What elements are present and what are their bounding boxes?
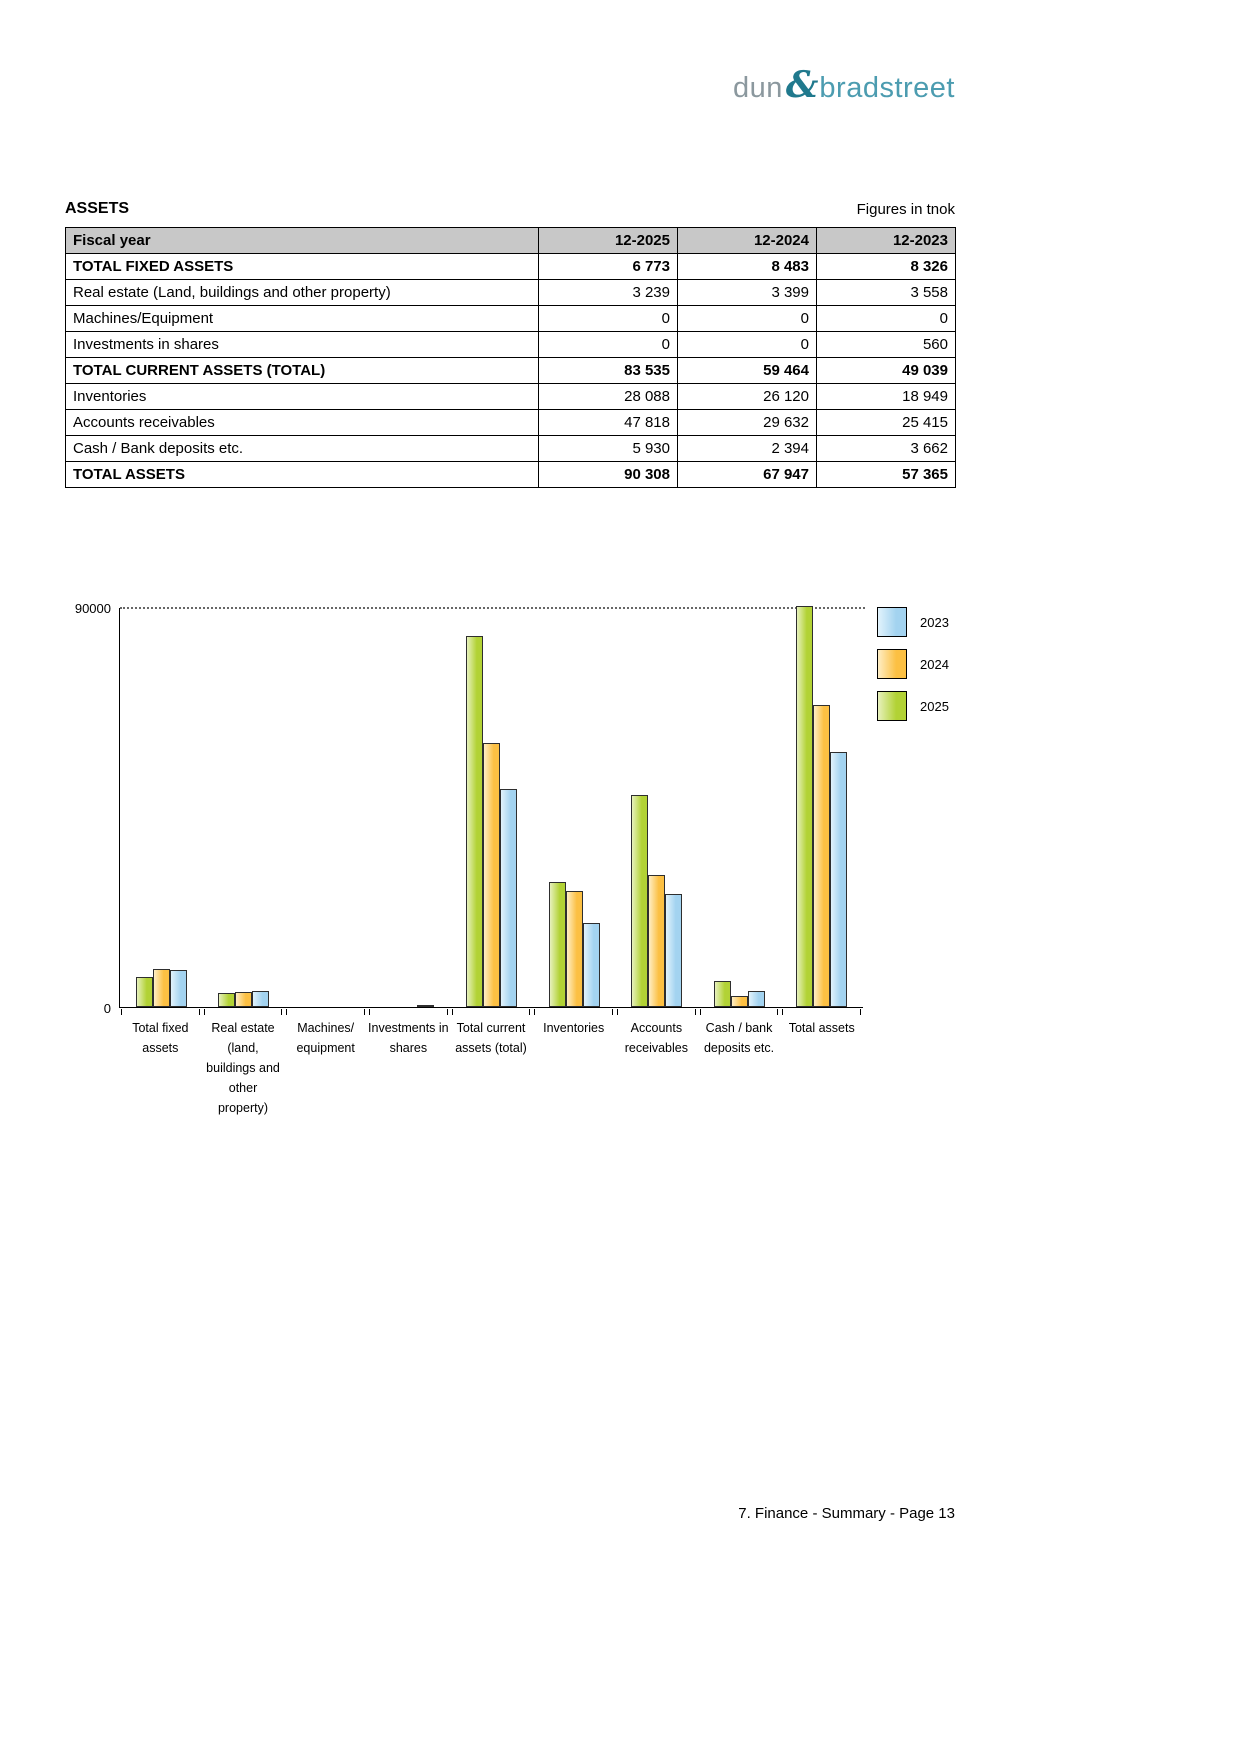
x-tick-label: Total fixed assets — [132, 1021, 189, 1055]
legend-label: 2024 — [920, 656, 949, 672]
bar-2024 — [813, 705, 830, 1007]
row-value: 67 947 — [678, 462, 817, 488]
table-row — [66, 358, 956, 384]
logo-ampersand-icon: & — [785, 64, 819, 106]
table-row — [66, 254, 956, 280]
bar-group — [120, 608, 203, 1007]
x-tick-mark — [286, 1009, 365, 1015]
legend-swatch — [877, 607, 907, 637]
row-label: TOTAL CURRENT ASSETS (TOTAL) — [66, 358, 539, 384]
assets-bar-chart — [65, 598, 1175, 1128]
row-value: 5 930 — [539, 436, 678, 462]
bar-2024 — [153, 969, 170, 1007]
row-label: Investments in shares — [66, 332, 539, 358]
dun-bradstreet-logo — [65, 64, 955, 106]
bar-2025 — [796, 606, 813, 1007]
table-row — [66, 332, 956, 358]
row-value: 26 120 — [678, 384, 817, 410]
section-title: ASSETS — [65, 200, 130, 217]
x-tick-mark — [617, 1009, 696, 1015]
chart-legend — [877, 607, 949, 733]
logo-text-bradstreet: bradstreet — [819, 72, 955, 104]
bar-group — [533, 608, 616, 1007]
bar-2025 — [466, 636, 483, 1007]
table-header-row — [66, 228, 956, 254]
bar-2025 — [549, 882, 566, 1007]
bar-2023 — [583, 923, 600, 1007]
bar-group — [781, 608, 864, 1007]
y-axis-max-label: 90000 — [74, 601, 111, 616]
x-tick-label: Cash / bank deposits etc. — [703, 1021, 775, 1055]
row-value: 18 949 — [817, 384, 956, 410]
row-value: 0 — [678, 306, 817, 332]
x-tick-label: Inventories — [543, 1021, 605, 1035]
row-value: 3 558 — [817, 280, 956, 306]
legend-item — [877, 607, 949, 637]
column-header: 12-2024 — [678, 228, 817, 254]
plot-area — [119, 608, 863, 1008]
table-row — [66, 280, 956, 306]
legend-item — [877, 649, 949, 679]
column-header: 12-2025 — [539, 228, 678, 254]
column-header: 12-2023 — [817, 228, 956, 254]
table-row — [66, 410, 956, 436]
row-label: Real estate (Land, buildings and other property) — [66, 280, 539, 306]
x-tick-mark — [369, 1009, 448, 1015]
row-value: 49 039 — [817, 358, 956, 384]
bar-2025 — [631, 795, 648, 1008]
legend-label: 2025 — [920, 698, 949, 714]
bar-group — [368, 608, 451, 1007]
bar-2023 — [500, 789, 517, 1007]
row-label: Cash / Bank deposits etc. — [66, 436, 539, 462]
row-label: Machines/Equipment — [66, 306, 539, 332]
row-label: Accounts receivables — [66, 410, 539, 436]
row-label: Inventories — [66, 384, 539, 410]
legend-item — [877, 691, 949, 721]
bar-group — [285, 608, 368, 1007]
x-tick-mark — [782, 1009, 861, 1015]
row-value: 560 — [817, 332, 956, 358]
table-row — [66, 462, 956, 488]
legend-swatch — [877, 649, 907, 679]
row-value: 2 394 — [678, 436, 817, 462]
bar-group — [450, 608, 533, 1007]
legend-label: 2023 — [920, 614, 949, 630]
x-tick-mark — [452, 1009, 531, 1015]
x-tick-mark — [534, 1009, 613, 1015]
bar-group — [698, 608, 781, 1007]
row-value: 59 464 — [678, 358, 817, 384]
row-value: 29 632 — [678, 410, 817, 436]
x-tick-mark — [204, 1009, 283, 1015]
bar-2024 — [648, 875, 665, 1007]
row-value: 3 239 — [539, 280, 678, 306]
logo-text-dun: dun — [733, 72, 783, 104]
bar-group — [615, 608, 698, 1007]
table-row — [66, 306, 956, 332]
row-label: TOTAL ASSETS — [66, 462, 539, 488]
column-header: Fiscal year — [66, 228, 539, 254]
row-value: 90 308 — [539, 462, 678, 488]
row-value: 3 662 — [817, 436, 956, 462]
x-tick-label: Total assets — [788, 1021, 855, 1035]
bar-group — [203, 608, 286, 1007]
bar-2025 — [136, 977, 153, 1007]
bar-2024 — [566, 891, 583, 1007]
row-value: 0 — [539, 306, 678, 332]
table-row — [66, 436, 956, 462]
title-row — [65, 200, 955, 218]
row-value: 25 415 — [817, 410, 956, 436]
page-footer: 7. Finance - Summary - Page 13 — [738, 1505, 955, 1522]
bar-2023 — [170, 970, 187, 1007]
row-value: 8 326 — [817, 254, 956, 280]
bar-2023 — [252, 991, 269, 1007]
x-tick-label: Real estate (land, buildings and other property) — [206, 1021, 280, 1115]
bar-2025 — [714, 981, 731, 1007]
plot-groups — [120, 608, 863, 1007]
bar-2024 — [483, 743, 500, 1007]
bar-2024 — [731, 996, 748, 1007]
bar-2023 — [748, 991, 765, 1007]
table-body — [66, 254, 956, 488]
row-value: 8 483 — [678, 254, 817, 280]
x-tick-label: Machines/ equipment — [296, 1021, 355, 1055]
legend-swatch — [877, 691, 907, 721]
table-row — [66, 384, 956, 410]
y-axis-min-label: 0 — [103, 1001, 111, 1016]
bar-2025 — [218, 993, 235, 1007]
row-value: 3 399 — [678, 280, 817, 306]
bar-2023 — [665, 894, 682, 1007]
row-value: 28 088 — [539, 384, 678, 410]
assets-table — [65, 227, 956, 488]
row-value: 83 535 — [539, 358, 678, 384]
bar-2024 — [235, 992, 252, 1007]
x-axis-labels — [119, 1018, 863, 1118]
x-tick-label: Investments in shares — [368, 1021, 449, 1055]
x-axis-ticks — [119, 1009, 863, 1015]
row-value: 0 — [817, 306, 956, 332]
row-label: TOTAL FIXED ASSETS — [66, 254, 539, 280]
figures-unit-note: Figures in tnok — [856, 201, 955, 218]
x-tick-mark — [700, 1009, 779, 1015]
row-value: 0 — [539, 332, 678, 358]
bar-2023 — [830, 752, 847, 1007]
x-tick-mark — [121, 1009, 200, 1015]
row-value: 0 — [678, 332, 817, 358]
row-value: 6 773 — [539, 254, 678, 280]
row-value: 47 818 — [539, 410, 678, 436]
x-tick-label: Total current assets (total) — [455, 1021, 527, 1055]
row-value: 57 365 — [817, 462, 956, 488]
bar-2023 — [417, 1005, 434, 1008]
x-tick-label: Accounts receivables — [624, 1021, 688, 1055]
